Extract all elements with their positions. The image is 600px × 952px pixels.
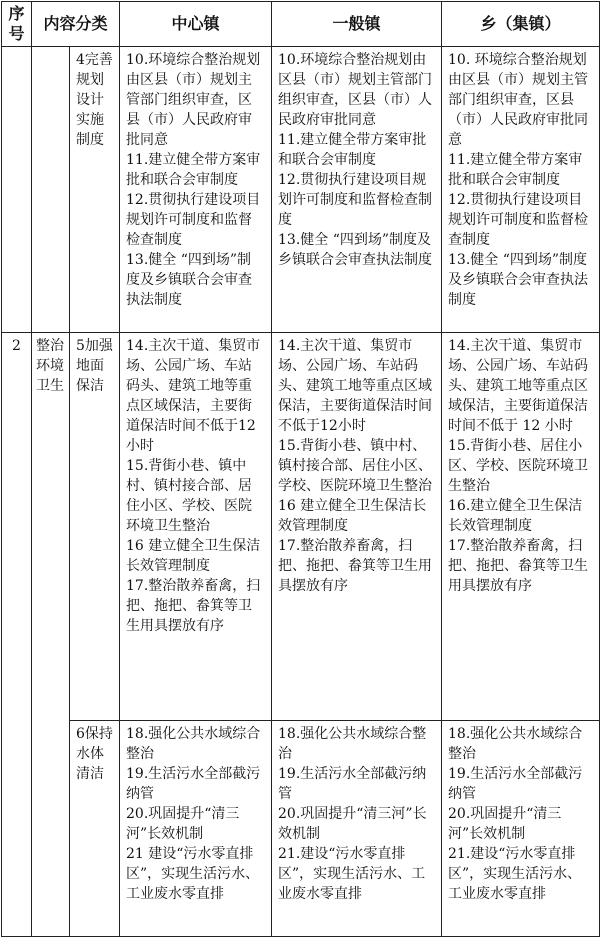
item-20: 20.巩固提升“清三河”长效机制 <box>126 806 240 842</box>
header-content-category: 内容分类 <box>32 2 120 47</box>
item-12: 12.贯彻执行建设项目规划许可制度和监督检查制度 <box>126 192 261 248</box>
item-17: 17.整治散养畜禽，扫把、拖把、畚箕等卫生用具摆放有序 <box>126 578 261 634</box>
center-town-cell <box>120 47 272 333</box>
township-cell <box>442 721 600 937</box>
item-21: 21.建设“污水零直排区”，实现生活污水、工业废水零直排 <box>448 846 582 902</box>
township-cell <box>442 333 600 721</box>
table-row <box>2 47 600 333</box>
item-18: 18.强化公共水域综合整治 <box>126 726 261 762</box>
item-15: 15.背街小巷、镇中村、镇村接合部、居住小区、学校、医院环境卫生整治 <box>126 458 253 534</box>
item-15: 15.背街小巷、居住小区、学校、医院环境卫生整治 <box>448 438 589 494</box>
item-10: 10. 环境综合整治规划由区县（市）规划主管部门组织审查，区县（市）人民政府审批同意 <box>448 52 589 148</box>
item-11: 11.建立健全带方案审批和联合会审制度 <box>278 132 427 168</box>
serial-number-cell <box>2 47 32 333</box>
item-17: 17.整治散养畜禽，扫把、拖把、畚箕等卫生用具摆放有序 <box>448 538 589 594</box>
item-19: 19.生活污水全部截污纳管 <box>448 766 583 802</box>
header-serial-number: 序号 <box>2 2 32 47</box>
general-town-cell <box>272 333 442 721</box>
table-row <box>2 721 600 937</box>
item-16: 16 建立健全卫生保洁长效管理制度 <box>278 498 427 534</box>
item-14: 14.主次干道、集贸市场、公园广场、车站码头、建筑工地等重点区域保洁，主要街道保洁时间不低于12小时 <box>278 338 433 434</box>
item-10: 10.环境综合整治规划由区县（市）规划主管部门组织审查，区县（市）人民政府审批同意 <box>126 52 261 148</box>
item-13: 13.健全 “四到场”制度及乡镇联合会审查执法制度 <box>278 232 433 268</box>
table-row <box>2 333 600 721</box>
item-18: 18.强化公共水域综合整治 <box>278 726 427 762</box>
item-12: 12.贯彻执行建设项目规划许可制度和监督检查制度 <box>448 192 589 248</box>
header-township: 乡（集镇） <box>442 2 600 47</box>
subcategory-cell: 6保持水体清洁 <box>70 721 120 937</box>
header-general-town: 一般镇 <box>272 2 442 47</box>
item-20: 20.巩固提升“清三河”长效机制 <box>448 806 562 842</box>
item-19: 19.生活污水全部截污纳管 <box>278 766 427 802</box>
center-town-cell <box>120 721 272 937</box>
general-town-cell <box>272 721 442 937</box>
subcategory-cell: 4完善规划设计实施制度 <box>70 47 120 333</box>
item-17: 17.整治散养畜禽，扫把、拖把、畚箕等卫生用具摆放有序 <box>278 538 433 594</box>
item-16: 16.建立健全卫生保洁长效管理制度 <box>448 498 583 534</box>
item-13: 13.健全 “四到场”制度及乡镇联合会审查执法制度 <box>126 252 253 308</box>
item-14: 14.主次干道、集贸市场、公园广场、车站码头、建筑工地等重点区域保洁，主要街道保洁时间不低于 12 小时 <box>448 338 589 434</box>
item-11: 11.建立健全带方案审批和联合会审制度 <box>448 152 583 188</box>
subcategory-cell: 5加强地面保洁 <box>70 333 120 721</box>
item-10: 10.环境综合整治规划由区县（市）规划主管部门组织审查，区县（市）人民政府审批同意 <box>278 52 433 128</box>
serial-number-cell: 2 <box>2 333 32 937</box>
township-cell <box>442 47 600 333</box>
item-16: 16 建立健全卫生保洁长效管理制度 <box>126 538 261 574</box>
item-12: 12.贯彻执行建设项目规划许可制度和监督检查制度 <box>278 172 433 228</box>
item-14: 14.主次干道、集贸市场、公园广场、车站码头、建筑工地等重点区域保洁，主要街道保洁时间不低于12小时 <box>126 338 261 454</box>
item-21: 21 建设“污水零直排区”，实现生活污水、工业废水零直排 <box>126 846 260 902</box>
general-town-cell <box>272 47 442 333</box>
item-18: 18.强化公共水域综合整治 <box>448 726 583 762</box>
center-town-cell <box>120 333 272 721</box>
item-20: 20.巩固提升“清三河”长效机制 <box>278 806 427 842</box>
category-cell: 整治环境卫生 <box>32 333 70 937</box>
item-11: 11.建立健全带方案审批和联合会审制度 <box>126 152 261 188</box>
category-cell <box>32 47 70 333</box>
standards-table <box>1 1 600 937</box>
item-13: 13.健全 “四到场”制度及乡镇联合会审查执法制度 <box>448 252 589 308</box>
item-19: 19.生活污水全部截污纳管 <box>126 766 261 802</box>
header-row <box>2 2 600 47</box>
header-center-town: 中心镇 <box>120 2 272 47</box>
item-15: 15.背街小巷、镇中村、镇村接合部、居住小区、学校、医院环境卫生整治 <box>278 438 433 494</box>
item-21: 21.建设“污水零直排区”，实现生活污水、工业废水零直排 <box>278 846 426 902</box>
